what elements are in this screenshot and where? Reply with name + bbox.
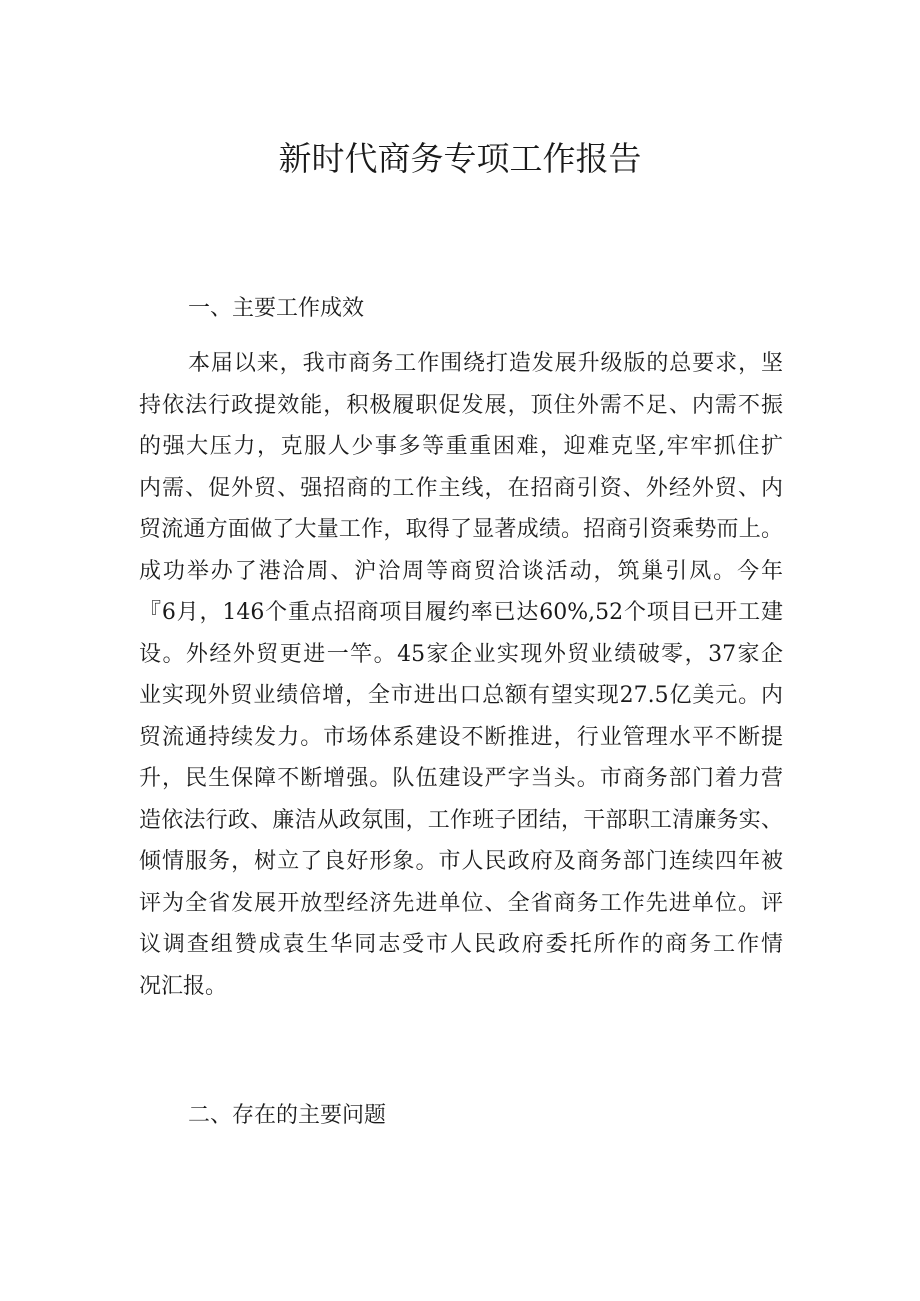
paragraph-line: 业实现外贸业绩倍增，全市进出口总额有望实现27.5亿美元。内 <box>139 683 783 708</box>
paragraph-line: 升，民生保障不断增强。队伍建设严字当头。市商务部门着力营 <box>139 766 783 791</box>
document-title: 新时代商务专项工作报告 <box>278 139 642 178</box>
paragraph-line: 议调查组赞成袁生华同志受市人民政府委托所作的商务工作情 <box>139 932 783 957</box>
body-paragraph <box>139 343 783 1007</box>
paragraph-line: 贸流通持续发力。市场体系建设不断推进，行业管理水平不断提 <box>139 724 783 750</box>
paragraph-line: 设。外经外贸更进一竿。45家企业实现外贸业绩破零，37家企 <box>139 641 783 667</box>
paragraph-line: 况汇报。 <box>139 973 228 999</box>
paragraph-line: 内需、促外贸、强招商的工作主线，在招商引资、外经外贸、内 <box>139 475 783 501</box>
paragraph-line: 『6月，146个重点招商项目履约率已达60%,52个项目已开工建 <box>139 600 783 625</box>
paragraph-line: 造依法行政、廉洁从政氛围，工作班子团结，干部职工清廉务实、 <box>139 807 783 833</box>
paragraph-line: 的强大压力，克服人少事多等重重困难，迎难克坚,牢牢抓住扩 <box>139 434 783 459</box>
section-heading-achievements: 一、主要工作成效 <box>188 296 365 321</box>
paragraph-line: 评为全省发展开放型经济先进单位、全省商务工作先进单位。评 <box>139 890 783 916</box>
paragraph-line: 持依法行政提效能，积极履职促发展，顶住外需不足、内需不振 <box>139 392 783 418</box>
paragraph-line: 倾情服务，树立了良好形象。市人民政府及商务部门连续四年被 <box>139 849 783 874</box>
paragraph-line: 贸流通方面做了大量工作，取得了显著成绩。招商引资乘势而上。 <box>139 517 783 542</box>
paragraph-line: 成功举办了港洽周、沪洽周等商贸洽谈活动，筑巢引凤。今年 <box>139 558 783 584</box>
section-heading-problems: 二、存在的主要问题 <box>188 1103 387 1128</box>
paragraph-line: 本届以来，我市商务工作围绕打造发展升级版的总要求，坚 <box>188 351 783 376</box>
